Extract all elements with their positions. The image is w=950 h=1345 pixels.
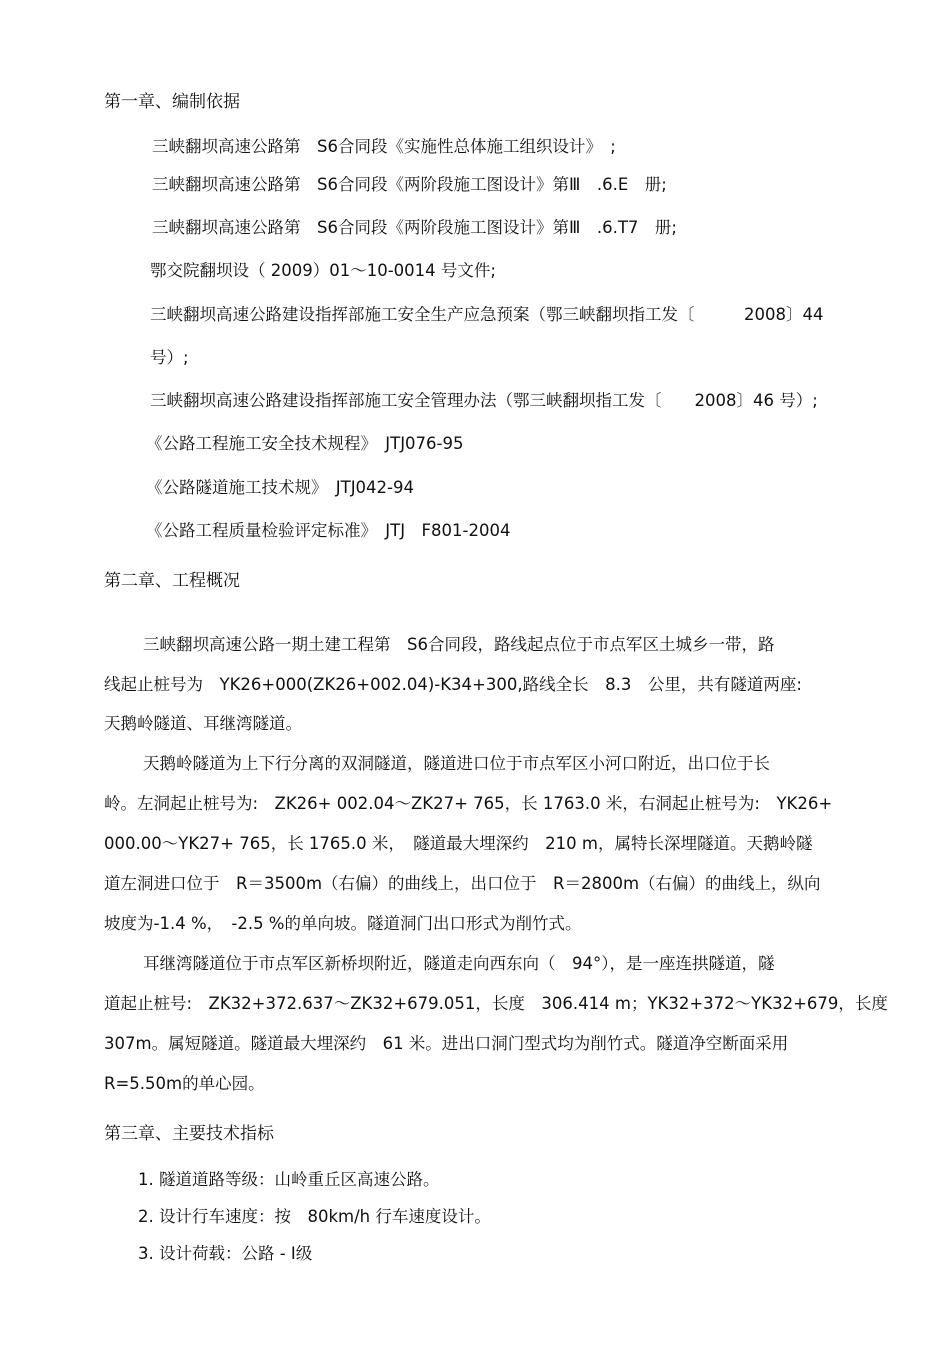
paragraph-line: 线起止桩号为 YK26+000(ZK26+002.04)-K34+300,路线全长 8.3 公里，共有隧道两座: — [104, 675, 802, 694]
reference-item: 鄂交院翻坝设（ 2009）01～10-0014 号文件; — [150, 261, 496, 280]
chapter-1-heading: 第一章、编制依据 — [104, 92, 240, 112]
paragraph-line: 三峡翻坝高速公路一期土建工程第 S6合同段，路线起点位于市点军区土城乡一带，路 — [143, 635, 775, 654]
list-item: 1. 隧道道路等级：山岭重丘区高速公路。 — [138, 1170, 440, 1189]
paragraph-line: 坡度为-1.4 %， -2.5 %的单向坡。隧道洞门出口形式为削竹式。 — [104, 914, 582, 933]
reference-item: 三峡翻坝高速公路建设指挥部施工安全管理办法（鄂三峡翻坝指工发〔 2008〕46 号）; — [150, 391, 818, 410]
paragraph-line: 耳继湾隧道位于市点军区新桥坝附近，隧道走向西东向（ 94°），是一座连拱隧道，隧 — [143, 954, 775, 973]
paragraph-line: 道左洞进口位于 R＝3500m（右偏）的曲线上，出口位于 R＝2800m（右偏）的曲线上，纵向 — [104, 874, 821, 893]
reference-item: 《公路隧道施工技术规》 JTJ042-94 — [146, 478, 415, 497]
reference-item: 号）; — [150, 348, 189, 367]
chapter-2-heading: 第二章、工程概况 — [104, 571, 240, 591]
reference-item: 三峡翻坝高速公路第 S6合同段《实施性总体施工组织设计》 ; — [152, 137, 616, 156]
paragraph-line: 岭。左洞起止桩号为: ZK26+ 002.04～ZK27+ 765，长 1763.0 米，右洞起止桩号为: YK26+ — [104, 794, 833, 813]
paragraph-line: 天鹅岭隧道、耳继湾隧道。 — [104, 714, 302, 733]
paragraph-line: 307m。属短隧道。隧道最大埋深约 61 米。进出口洞门型式均为削竹式。隧道净空断面采用 — [104, 1034, 789, 1053]
paragraph-line: 道起止桩号: ZK32+372.637～ZK32+679.051，长度 306.414 m；YK32+372～YK32+679，长度 — [104, 994, 888, 1013]
paragraph-line: 天鹅岭隧道为上下行分离的双洞隧道，隧道进口位于市点军区小河口附近，出口位于长 — [143, 754, 770, 773]
reference-item: 三峡翻坝高速公路第 S6合同段《两阶段施工图设计》第Ⅲ .6.T7 册; — [152, 218, 677, 237]
list-item: 2. 设计行车速度：按 80km/h 行车速度设计。 — [138, 1207, 491, 1226]
reference-item: 三峡翻坝高速公路第 S6合同段《两阶段施工图设计》第Ⅲ .6.E 册; — [152, 175, 667, 194]
chapter-3-heading: 第三章、主要技术指标 — [104, 1124, 274, 1144]
reference-item: 三峡翻坝高速公路建设指挥部施工安全生产应急预案（鄂三峡翻坝指工发〔 2008〕44 — [150, 305, 824, 324]
paragraph-line: 000.00～YK27+ 765，长 1765.0 米， 隧道最大埋深约 210 m，属特长深埋隧道。天鹅岭隧 — [104, 834, 813, 853]
list-item: 3. 设计荷载：公路 - Ⅰ级 — [138, 1244, 313, 1263]
reference-item: 《公路工程施工安全技术规程》 JTJ076-95 — [146, 434, 464, 453]
reference-item: 《公路工程质量检验评定标准》 JTJ F801-2004 — [146, 521, 511, 540]
paragraph-line: R=5.50m的单心园。 — [104, 1074, 265, 1093]
